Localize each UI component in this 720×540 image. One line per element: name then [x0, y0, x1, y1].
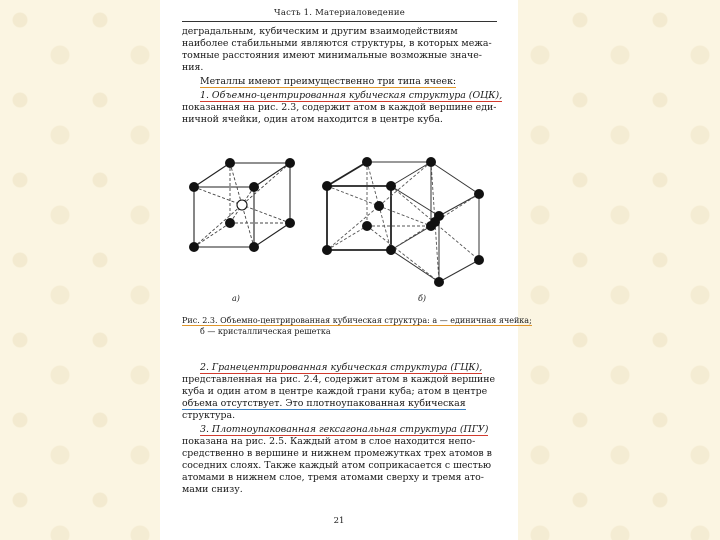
- figure-label-a: а): [232, 294, 240, 303]
- atom: [474, 189, 484, 199]
- item2-heading: 2. Гранецентрированная кубическая структура (ГЦК),: [200, 362, 483, 373]
- text-line: [182, 398, 494, 410]
- figure-caption-2: б — кристаллическая решетка: [200, 327, 331, 336]
- figure-caption-1: Рис. 2.3. Объемно-центрированная кубическая структура: а — единичная ячейка;: [182, 316, 532, 325]
- text-line: томные расстояния имеют минимальные возможные значе-: [182, 50, 482, 61]
- text-line: показанная на рис. 2.3, содержит атом в каждой вершине еди-: [182, 102, 497, 113]
- text-line: средственно в вершине и нижнем промежутках трех атомов в: [182, 448, 492, 459]
- atom-center: [430, 217, 440, 227]
- intro-text: Металлы имеют преимущественно три типа ячеек:: [200, 76, 457, 87]
- item1-heading: 1. Объемно-центрированная кубическая структура (ОЦК),: [200, 90, 503, 101]
- atom: [362, 221, 372, 231]
- atom: [386, 245, 396, 255]
- text-line: ничной ячейки, один атом находится в центре куба.: [182, 114, 443, 125]
- atom-corner: [189, 242, 199, 252]
- atom-corner: [285, 158, 295, 168]
- item2-line: [200, 362, 494, 374]
- atom: [322, 245, 332, 255]
- intro-line: [200, 76, 494, 88]
- figure-bcc-lattice: [315, 150, 495, 290]
- item3-line: [200, 424, 494, 436]
- text-line: ния.: [182, 62, 204, 73]
- item3-heading: 3. Плотноупакованная гексагональная структура (ПГУ): [200, 424, 489, 435]
- text-line: представленная на рис. 2.4, содержит атом в каждой вершине: [182, 374, 496, 385]
- text-line: показана на рис. 2.5. Каждый атом в слое находится непо-: [182, 436, 476, 447]
- figure-label-b: б): [418, 294, 427, 303]
- atom: [386, 181, 396, 191]
- caption-line: [182, 316, 532, 326]
- page-number: 21: [333, 516, 345, 526]
- atom-corner: [285, 218, 295, 228]
- atom: [362, 157, 372, 167]
- text-line: атомами в нижнем слое, тремя атомами сверху и тремя ато-: [182, 472, 484, 483]
- atom-corner: [249, 182, 259, 192]
- text-line: наиболее стабильными являются структуры, в которых межа-: [182, 38, 492, 49]
- running-header: Часть 1. Материаловедение: [182, 8, 497, 22]
- text-line: структура.: [182, 410, 236, 421]
- atom-corner: [189, 182, 199, 192]
- figure-bcc-unit-cell: [180, 155, 315, 270]
- text-line: соседних слоях. Также каждый атом соприкасается с шестью: [182, 460, 492, 471]
- atom: [434, 277, 444, 287]
- atom-corner: [225, 218, 235, 228]
- atom-center: [237, 200, 247, 210]
- text-line: деградальным, кубическим и другим взаимодействиям: [182, 26, 458, 37]
- atom-center: [374, 201, 384, 211]
- item1-line: [200, 90, 503, 102]
- atom: [426, 157, 436, 167]
- book-page: [160, 0, 532, 540]
- atom: [474, 255, 484, 265]
- atom-corner: [225, 158, 235, 168]
- highlighted-line: объема отсутствует. Это плотноупакованная кубическая: [182, 398, 466, 409]
- atom-corner: [249, 242, 259, 252]
- atom: [322, 181, 332, 191]
- text-line: мами снизу.: [182, 484, 243, 495]
- text-line: куба и один атом в центре каждой грани куба; атом в центре: [182, 386, 488, 397]
